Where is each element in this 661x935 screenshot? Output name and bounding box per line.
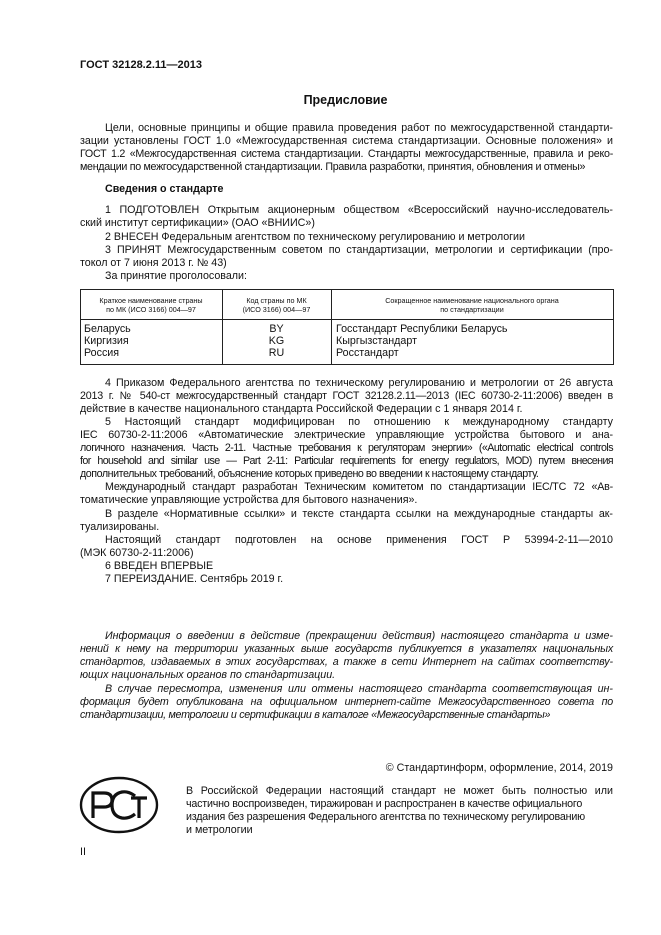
copyright: © Стандартинформ, оформление, 2014, 2019 — [385, 762, 613, 774]
rights-line: В Российской Федерации настоящий стандарт не может быть полностью или — [186, 785, 613, 797]
notice-line: В случае пересмотра, изменения или отмены настоящего стандарта соответствующая ин- — [105, 683, 613, 695]
table-cell-body: Госстандарт Республики Беларусь — [336, 323, 508, 335]
header-country-short: по МК (ИСО 3166) 004—97 — [106, 305, 196, 314]
rst-logo-icon — [79, 776, 159, 834]
table-cell-country: Киргизия — [84, 335, 129, 347]
item2: 2 ВНЕСЕН Федеральным агентством по техническому регулированию и метрологии — [105, 231, 525, 243]
item4-line: действие в качестве национального стандарта Российской Федерации с 1 января 2014 г. — [80, 403, 523, 415]
item7: 7 ПЕРЕИЗДАНИЕ. Сентябрь 2019 г. — [105, 573, 284, 585]
table-cell-code: KG — [268, 335, 285, 347]
info-heading: Сведения о стандарте — [105, 183, 224, 195]
notice-line: ющих национальных органов по стандартизации. — [80, 669, 336, 681]
basis-line: Настоящий стандарт подготовлен на основе применения ГОСТ Р 53994-2-11—2010 — [105, 534, 613, 546]
rights-line: издания без разрешения Федерального агентства по техническому регулированию — [186, 811, 585, 823]
notice-line: Информация о введении в действие (прекращении действия) настоящего стандарта и изме- — [105, 630, 613, 642]
standard-id-header: ГОСТ 32128.2.11—2013 — [80, 59, 203, 71]
item4-line: 4 Приказом Федерального агентства по техническому регулированию и метрологии от 26 августа — [105, 377, 613, 389]
preface-title: Предисловие — [303, 93, 388, 107]
item6: 6 ВВЕДЕН ВПЕРВЫЕ — [105, 560, 214, 572]
tc-line: Международный стандарт разработан Техническим комитетом по стандартизации IEC/TC 72 «Ав- — [105, 481, 613, 493]
table-cell-body: Росстандарт — [336, 347, 399, 359]
notice-line: стандартов, издаваемых в этих государствах, а также в сети Интернет на сайтах соответству- — [80, 656, 613, 668]
notice-line: формация будет опубликована на официальном интернет-сайте Межгосударственного совета по — [80, 696, 613, 708]
item4-line: 2013 г. № 540-ст межгосударственный стандарт ГОСТ 32128.2.11—2013 (IEC 60730-2-11:2006) введен в — [80, 390, 613, 402]
notice-line: стандартизации, метрологии и сертификации в каталоге «Межгосударственные стандарты» — [80, 709, 551, 721]
header-country-code: Код страны по МК — [246, 296, 307, 305]
refs-line: туализированы. — [80, 521, 160, 533]
item1-line: 1 ПОДГОТОВЛЕН Открытым акционерным обществом «Всероссийский научно-исследователь- — [105, 204, 613, 216]
table-cell-body: Кыргызстандарт — [336, 335, 417, 347]
basis-line: (МЭК 60730-2-11:2006) — [80, 547, 194, 559]
table-cell-country: Беларусь — [84, 323, 131, 335]
header-country-short: Краткое наименование страны — [99, 296, 203, 305]
item5-line: 5 Настоящий стандарт модифицирован по отношению к международному стандарту — [105, 416, 613, 428]
table-cell-country: Россия — [84, 347, 120, 359]
header-country-code: (ИСО 3166) 004—97 — [242, 305, 311, 314]
item1-line: ский институт сертификации» (ОАО «ВНИИС») — [80, 217, 315, 229]
item3-line: токол от 7 июня 2013 г. № 43) — [80, 257, 227, 269]
page-number: II — [80, 846, 86, 858]
header-national-body: Сокращенное наименование национального органа — [385, 296, 559, 305]
header-national-body: по стандартизации — [440, 305, 504, 314]
item5-line: IEC 60730-2-11:2006 «Автоматические электрические управляющие устройства бытового и ана- — [80, 429, 613, 441]
rights-line: и метрологии — [186, 824, 253, 836]
intro-line: зации установлены ГОСТ 1.0 «Межгосударственная система стандартизации. Основные положения» и — [80, 135, 613, 147]
tc-line: томатические управляющие устройства для бытового назначения». — [80, 494, 418, 506]
item5-line: логичного назначения. Часть 2-11. Частные требования к регуляторам энергии» («Automatic electrical controls — [80, 442, 613, 454]
table-cell-code: RU — [268, 347, 285, 359]
intro-line: Цели, основные принципы и общие правила проведения работ по межгосударственной стандарти- — [105, 122, 613, 134]
vote-table — [80, 289, 613, 365]
intro-line: мендации по межгосударственной стандартизации. Правила разработки, принятия, обновления и отмены» — [80, 161, 586, 173]
item3-line: 3 ПРИНЯТ Межгосударственным советом по стандартизации, метрологии и сертификации (про- — [105, 244, 613, 256]
rights-line: частично воспроизведен, тиражирован и распространен в качестве официального — [186, 798, 583, 810]
notice-line: нений к нему на территории указанных выше государств публикуется в указателях национальных — [80, 643, 613, 655]
item5-line: for household and similar use — Part 2-11: Particular requirements for energy regulators, MOD) путем внесения — [80, 455, 613, 467]
table-cell-code: BY — [269, 323, 284, 335]
refs-line: В разделе «Нормативные ссылки» и тексте стандарта ссылки на международные стандарты ак- — [105, 508, 613, 520]
intro-line: ГОСТ 1.2 «Межгосударственная система стандартизации. Стандарты межгосударственные, правила и реко- — [80, 148, 613, 160]
item5-line: дополнительных требований, объяснение которых приведено во введении к настоящему стандарту. — [80, 468, 539, 480]
voted-label: За принятие проголосовали: — [105, 270, 247, 282]
